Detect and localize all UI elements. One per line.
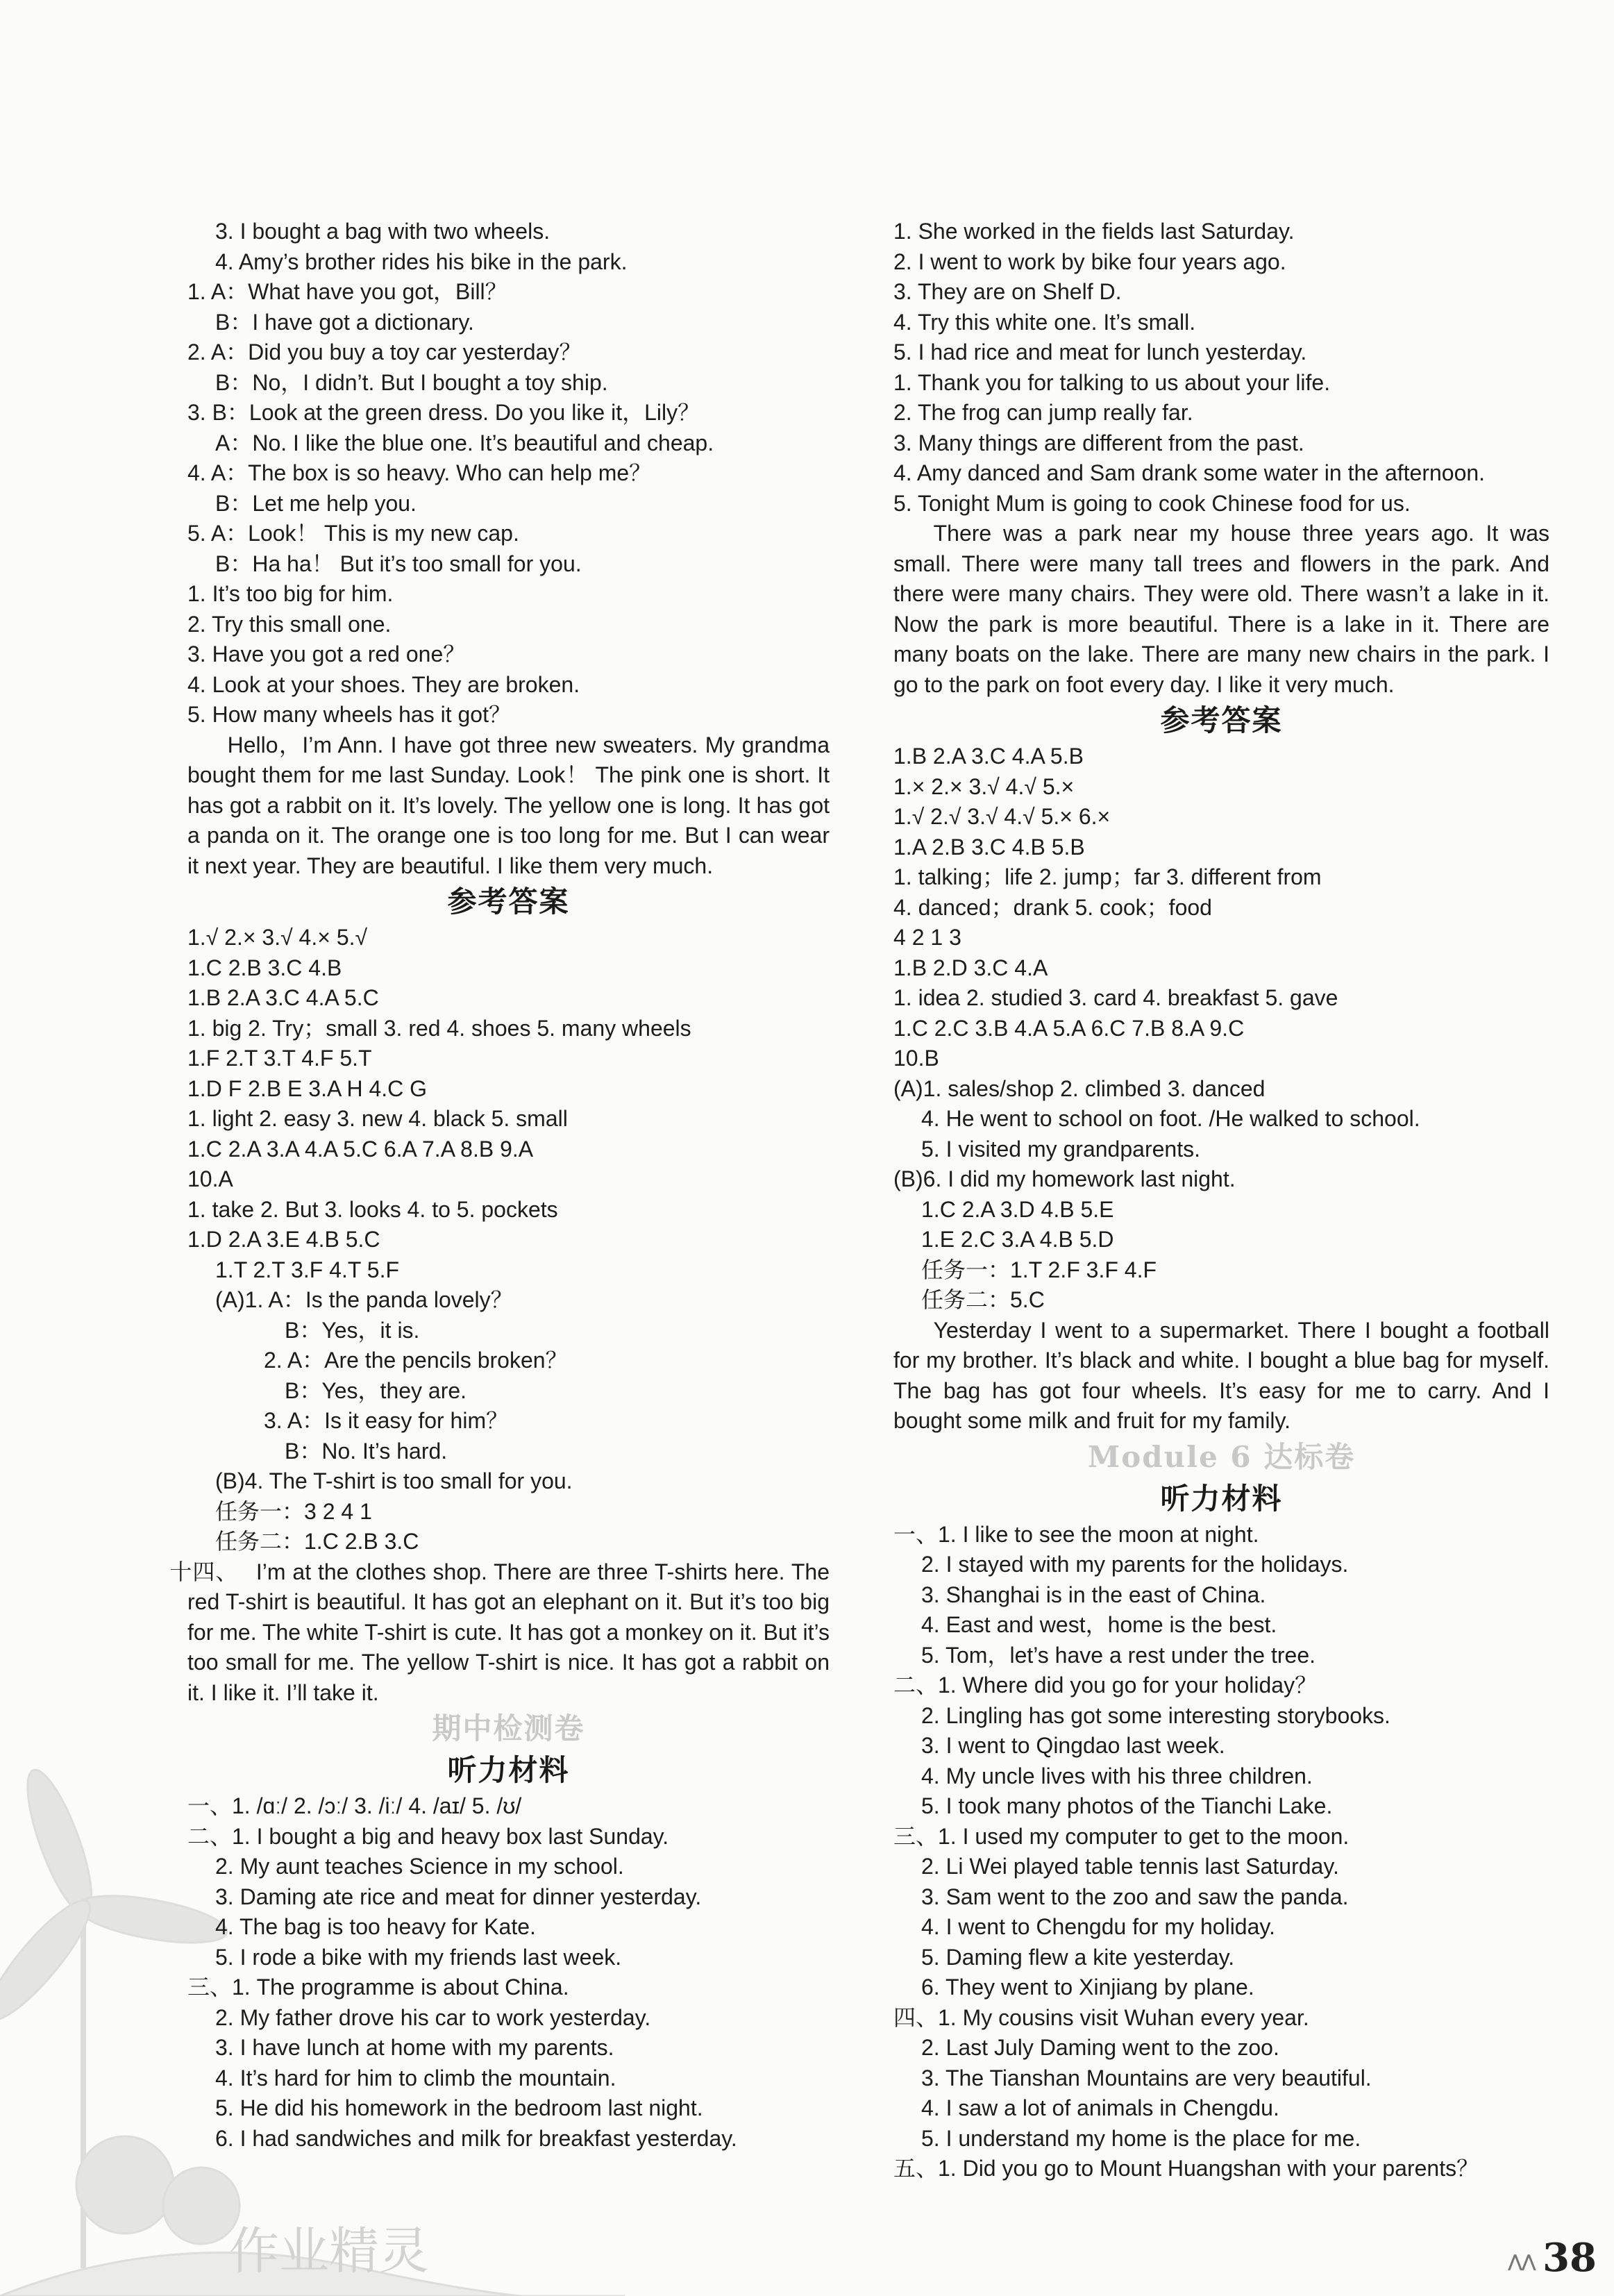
- section-heading: 听力材料: [1160, 1481, 1283, 1516]
- text-line: 1.D F 2.B E 3.A H 4.C G: [187, 1075, 428, 1101]
- text-line: 1.× 2.× 3.√ 4.√ 5.×: [893, 773, 1075, 799]
- section-label: 十四、: [169, 1559, 239, 1584]
- text-line: 三、1. I used my computer to get to the moon.: [893, 1823, 1350, 1849]
- text-line: 2. Lingling has got some interesting storybooks.: [921, 1702, 1390, 1728]
- text-line: 1. big 2. Try；small 3. red 4. shoes 5. many wheels: [187, 1015, 691, 1041]
- text-line: 4. Try this white one. It’s small.: [893, 309, 1196, 335]
- text-line: 2. I went to work by bike four years ago.: [893, 249, 1286, 274]
- passage-paragraph: [893, 519, 1549, 700]
- text-line: 2. I stayed with my parents for the holidays.: [921, 1552, 1349, 1577]
- text-line: 1.√ 2.× 3.√ 4.× 5.√: [187, 925, 368, 950]
- section-heading: 期中检测卷: [432, 1711, 585, 1745]
- text-line: 4. The bag is too heavy for Kate.: [215, 1914, 536, 1939]
- text-line: 1. take 2. But 3. looks 4. to 5. pockets: [187, 1196, 558, 1222]
- passage-text: I’m at the clothes shop. There are three T-shirts here. The red T-shirt is beautiful. It has got an elephant on it. But it’s too big for me. The white T-shirt is cute. It has got a monkey on it. But it’s too small for me. The yellow T-shirt is nice. It has got a rabbit on it. I like it. I’ll take it.: [187, 1559, 830, 1705]
- text-line: 1.E 2.C 3.A 4.B 5.D: [921, 1227, 1114, 1252]
- right-column: [893, 217, 1549, 2184]
- text-line: 二、1. I bought a big and heavy box last Sunday.: [187, 1823, 669, 1849]
- text-line: 4. It’s hard for him to climb the mountain.: [215, 2065, 616, 2090]
- text-line: 3. Many things are different from the past.: [893, 430, 1304, 455]
- text-line: 1.B 2.A 3.C 4.A 5.B: [893, 744, 1084, 769]
- text-line: 四、1. My cousins visit Wuhan every year.: [893, 2004, 1309, 2030]
- text-line: 5. A：Look！ This is my new cap.: [187, 521, 519, 546]
- text-line: 3. The Tianshan Mountains are very beautiful.: [921, 2065, 1372, 2090]
- text-line: 一、1. I like to see the moon at night.: [893, 1521, 1259, 1547]
- text-line: 2. A：Did you buy a toy car yesterday？: [187, 340, 582, 364]
- section-heading: 参考答案: [1160, 703, 1283, 737]
- text-line: 10.A: [187, 1166, 233, 1191]
- text-line: 1.T 2.T 3.F 4.T 5.F: [215, 1257, 399, 1282]
- text-line: 4 2 1 3: [893, 925, 961, 950]
- text-line: 1.C 2.C 3.B 4.A 5.A 6.C 7.B 8.A 9.C: [893, 1015, 1245, 1041]
- text-line: B：Ha ha！ But it’s too small for you.: [215, 551, 582, 576]
- text-line: 1. Thank you for talking to us about your life.: [893, 369, 1331, 395]
- text-line: 3. Sam went to the zoo and saw the panda.: [921, 1884, 1349, 1909]
- text-line: 2. My father drove his car to work yesterday.: [215, 2004, 651, 2030]
- text-line: 4. My uncle lives with his three children.: [921, 1763, 1313, 1788]
- text-line: 1.F 2.T 3.T 4.F 5.T: [187, 1046, 372, 1071]
- text-line: 1. A：What have you got，Bill？: [187, 279, 507, 304]
- text-line: B：Yes，they are.: [285, 1377, 467, 1403]
- text-line: 1. idea 2. studied 3. card 4. breakfast 5. gave: [893, 985, 1338, 1010]
- text-line: 三、1. The programme is about China.: [187, 1975, 569, 2000]
- text-line: 3. Have you got a red one？: [187, 642, 466, 667]
- text-line: 10.B: [893, 1046, 939, 1071]
- text-line: 4. I went to Chengdu for my holiday.: [921, 1914, 1275, 1939]
- text-line: 5. I visited my grandparents.: [921, 1136, 1200, 1162]
- passage-text: There was a park near my house three years ago. It was small. There were many tall trees and flowers in the park. And there were many chairs. They were old. There wasn’t a lake in it. Now the park is more beautiful. There is a lake in it. There are many boats on the lake. There are many new chairs in the park. I go to the park on foot every day. I like it very much.: [893, 521, 1549, 697]
- text-line: 二、1. Where did you go for your holiday？: [893, 1673, 1318, 1698]
- text-line: (B)6. I did my homework last night.: [893, 1166, 1236, 1191]
- text-line: 一、1. /ɑː/ 2. /ɔː/ 3. /iː/ 4. /aɪ/ 5. /ʊ/: [187, 1793, 522, 1818]
- section-heading: 听力材料: [447, 1753, 570, 1787]
- text-line: 4. danced；drank 5. cook；food: [893, 894, 1212, 920]
- text-line: 4. East and west，home is the best.: [921, 1612, 1277, 1637]
- text-line: B：No. It’s hard.: [285, 1438, 448, 1464]
- text-line: 任务二：5.C: [921, 1287, 1045, 1312]
- text-line: 2. My aunt teaches Science in my school.: [215, 1854, 624, 1879]
- passage-text: Yesterday I went to a supermarket. There I bought a football for my brother. It’s black and white. I bought a blue bag for myself. The bag has got four wheels. It’s easy for me to carry. And I bought some milk and fruit for my family.: [893, 1317, 1549, 1433]
- text-line: 1. talking；life 2. jump；far 3. different from: [893, 864, 1322, 889]
- text-line: 4. He went to school on foot. /He walked to school.: [921, 1106, 1420, 1131]
- text-line: 5. I had rice and meat for lunch yesterday.: [893, 340, 1307, 364]
- text-line: 任务一：3 2 4 1: [215, 1498, 372, 1524]
- text-line: 4. Amy’s brother rides his bike in the park.: [215, 249, 628, 274]
- text-line: 3. Daming ate rice and meat for dinner yesterday.: [215, 1884, 702, 1909]
- text-line: 1.C 2.A 3.D 4.B 5.E: [921, 1196, 1114, 1222]
- text-line: 1.√ 2.√ 3.√ 4.√ 5.× 6.×: [893, 804, 1111, 829]
- text-line: 4. A：The box is so heavy. Who can help me？: [187, 460, 652, 485]
- text-line: A：No. I like the blue one. It’s beautiful and cheap.: [215, 430, 714, 455]
- text-line: (A)1. sales/shop 2. climbed 3. danced: [893, 1075, 1266, 1101]
- text-line: 2. Last July Daming went to the zoo.: [921, 2035, 1279, 2060]
- page-number: ⋀⋀ 38: [1508, 2235, 1597, 2281]
- text-line: 2. The frog can jump really far.: [893, 400, 1193, 425]
- text-line: (B)4. The T-shirt is too small for you.: [215, 1468, 573, 1493]
- text-line: B：Let me help you.: [215, 490, 417, 516]
- passage-paragraph: [187, 730, 830, 882]
- text-line: 1.C 2.B 3.C 4.B: [187, 955, 342, 980]
- text-line: 5. How many wheels has it got？: [187, 702, 511, 727]
- text-line: 3. A：Is it easy for him？: [264, 1408, 509, 1433]
- top-decoration: [694, 62, 750, 79]
- text-line: 1.A 2.B 3.C 4.B 5.B: [893, 834, 1085, 860]
- text-line: 5. I rode a bike with my friends last week.: [215, 1944, 622, 1970]
- text-line: 5. Tonight Mum is going to cook Chinese food for us.: [893, 490, 1411, 516]
- text-line: 3. Shanghai is in the east of China.: [921, 1582, 1266, 1607]
- text-line: 3. I bought a bag with two wheels.: [215, 219, 550, 244]
- text-line: 4. Amy danced and Sam drank some water in the afternoon.: [893, 460, 1486, 485]
- text-line: 3. They are on Shelf D.: [893, 279, 1122, 304]
- section-heading: Module 6 达标卷: [1087, 1439, 1356, 1474]
- left-column: [169, 217, 830, 2154]
- passage-text: Hello，I’m Ann. I have got three new sweaters. My grandma bought them for me last Sunday. Look！ The pink one is short. It has got a rabbit on it. It’s lovely. The yellow one is long. It has got a panda on it. The orange one is too long for me. But I can wear it next year. They are beautiful. I like them very much.: [187, 732, 830, 878]
- section-heading: 参考答案: [447, 885, 570, 919]
- watermark: 作业精灵: [229, 2222, 430, 2280]
- text-line: B：Yes，it is.: [285, 1317, 420, 1343]
- text-line: 3. B：Look at the green dress. Do you like it，Lily？: [187, 400, 700, 425]
- text-line: 3. I went to Qingdao last week.: [921, 1733, 1225, 1758]
- text-line: 1. She worked in the fields last Saturday.: [893, 219, 1295, 244]
- text-line: 五、1. Did you go to Mount Huangshan with your parents？: [893, 2156, 1479, 2181]
- text-line: 1.B 2.A 3.C 4.A 5.C: [187, 985, 379, 1010]
- text-line: 4. Look at your shoes. They are broken.: [187, 671, 580, 697]
- text-line: (A)1. A：Is the panda lovely？: [215, 1287, 513, 1312]
- text-line: 2. Try this small one.: [187, 611, 392, 637]
- text-line: 2. Li Wei played table tennis last Saturday.: [921, 1854, 1339, 1879]
- text-line: 5. He did his homework in the bedroom last night.: [215, 2095, 703, 2120]
- text-line: 5. Tom，let’s have a rest under the tree.: [921, 1642, 1316, 1668]
- text-line: B：No，I didn’t. But I bought a toy ship.: [215, 369, 608, 395]
- text-line: 4. I saw a lot of animals in Chengdu.: [921, 2095, 1279, 2120]
- text-line: 任务二：1.C 2.B 3.C: [215, 1529, 419, 1554]
- text-line: 2. A：Are the pencils broken？: [264, 1348, 568, 1373]
- text-line: 1. light 2. easy 3. new 4. black 5. small: [187, 1106, 568, 1131]
- text-line: 6. I had sandwiches and milk for breakfast yesterday.: [215, 2125, 737, 2151]
- text-line: 1.C 2.A 3.A 4.A 5.C 6.A 7.A 8.B 9.A: [187, 1136, 534, 1162]
- passage-paragraph: [893, 1316, 1549, 1436]
- text-line: B：I have got a dictionary.: [215, 309, 474, 335]
- text-line: 5. I took many photos of the Tianchi Lake.: [921, 1793, 1333, 1818]
- text-line: 5. I understand my home is the place for me.: [921, 2125, 1361, 2151]
- passage-paragraph: [169, 1557, 830, 1709]
- text-line: 1.B 2.D 3.C 4.A: [893, 955, 1048, 980]
- text-line: 1. It’s too big for him.: [187, 581, 394, 606]
- text-line: 1.D 2.A 3.E 4.B 5.C: [187, 1227, 380, 1252]
- text-line: 任务一：1.T 2.F 3.F 4.F: [921, 1257, 1157, 1282]
- text-line: 6. They went to Xinjiang by plane.: [921, 1975, 1254, 2000]
- text-line: 5. Daming flew a kite yesterday.: [921, 1944, 1235, 1970]
- text-line: 3. I have lunch at home with my parents.: [215, 2035, 614, 2060]
